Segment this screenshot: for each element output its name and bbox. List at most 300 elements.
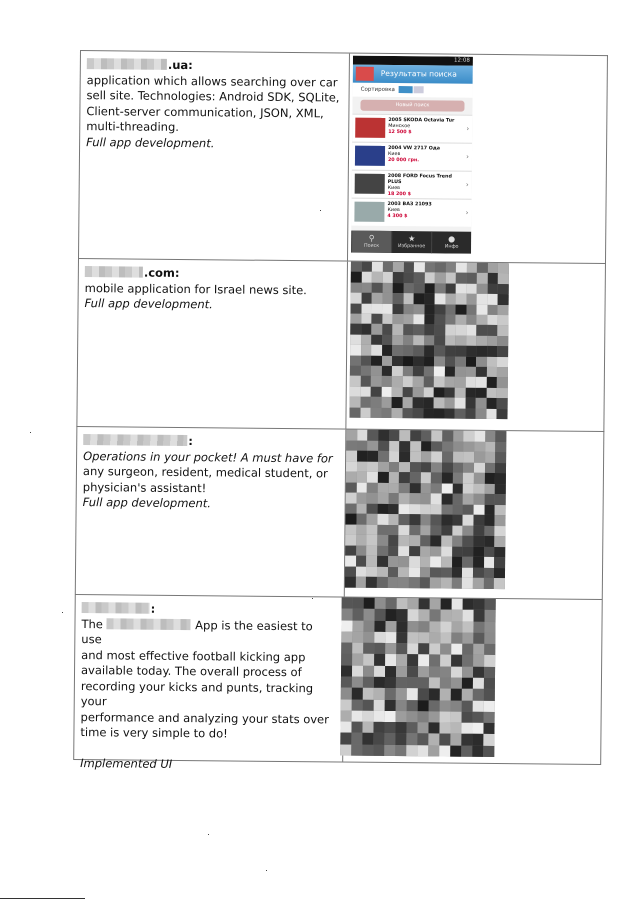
- mosaic-cell: [430, 567, 441, 578]
- mosaic-cell: [495, 473, 506, 484]
- mosaic-cell: [396, 677, 407, 688]
- sort-button[interactable]: [414, 86, 424, 93]
- mosaic-cell: [403, 325, 414, 336]
- mosaic-cell: [352, 620, 363, 631]
- mosaic-cell: [445, 367, 456, 378]
- mosaic-cell: [402, 397, 413, 408]
- description-line: mobile application for Israel news site.: [84, 280, 307, 297]
- mosaic-cell: [345, 535, 356, 546]
- mosaic-cell: [462, 655, 473, 666]
- mosaic-cell: [371, 407, 382, 417]
- mosaic-cell: [388, 493, 399, 504]
- mosaic-cell: [431, 462, 442, 473]
- car-list-item[interactable]: [351, 198, 471, 227]
- mosaic-cell: [341, 631, 352, 642]
- car-title: 2004 VW 2717 Ода: [388, 145, 440, 152]
- mosaic-cell: [363, 665, 374, 676]
- mosaic-cell: [484, 700, 495, 711]
- mosaic-cell: [341, 654, 352, 665]
- mosaic-cell: [441, 610, 452, 621]
- mosaic-cell: [373, 722, 384, 733]
- mosaic-cell: [357, 451, 368, 462]
- mosaic-cell: [402, 377, 413, 388]
- pixelated-screenshot: [349, 262, 508, 420]
- mosaic-cell: [435, 314, 446, 325]
- mosaic-cell: [372, 293, 383, 304]
- mosaic-cell: [385, 677, 396, 688]
- tab-search[interactable]: [351, 231, 391, 253]
- description-line: available today. The overall process of: [80, 663, 302, 680]
- mosaic-cell: [406, 745, 417, 756]
- mosaic-cell: [497, 367, 508, 378]
- mosaic-cell: [445, 294, 456, 305]
- car-list-item[interactable]: [352, 170, 472, 199]
- mosaic-cell: [378, 472, 389, 483]
- mosaic-cell: [374, 632, 385, 643]
- mosaic-cell: [351, 733, 362, 744]
- mosaic-cell: [473, 667, 484, 678]
- new-search-button[interactable]: Новый поиск: [360, 100, 464, 112]
- redacted-name: [83, 434, 187, 446]
- mosaic-cell: [410, 504, 421, 515]
- mosaic-cell: [403, 273, 414, 284]
- mosaic-cell: [388, 556, 399, 567]
- mosaic-cell: [389, 472, 400, 483]
- mosaic-cell: [434, 398, 445, 409]
- mosaic-cell: [497, 388, 508, 398]
- mosaic-cell: [385, 654, 396, 665]
- mosaic-cell: [374, 677, 385, 688]
- mosaic-cell: [485, 452, 496, 463]
- mosaic-cell: [341, 620, 352, 631]
- mosaic-cell: [425, 262, 436, 272]
- mosaic-cell: [473, 557, 484, 568]
- mosaic-cell: [463, 483, 474, 494]
- project-title: .com:: [143, 265, 180, 280]
- mosaic-cell: [413, 325, 424, 336]
- mosaic-cell: [410, 462, 421, 473]
- mosaic-cell: [435, 325, 446, 336]
- mosaic-cell: [463, 452, 474, 463]
- mosaic-cell: [465, 408, 476, 418]
- mosaic-cell: [352, 665, 363, 676]
- mosaic-cell: [440, 689, 451, 700]
- mosaic-cell: [431, 483, 442, 494]
- mosaic-cell: [397, 609, 408, 620]
- mosaic-cell: [414, 304, 425, 314]
- mosaic-cell: [385, 666, 396, 677]
- car-city: Киев: [387, 151, 401, 158]
- mosaic-cell: [372, 303, 383, 313]
- redacted-name: [82, 602, 150, 614]
- mosaic-cell: [356, 493, 367, 504]
- mosaic-cell: [498, 315, 509, 326]
- mosaic-cell: [418, 700, 429, 711]
- info-icon: ●: [448, 234, 456, 244]
- mosaic-cell: [396, 654, 407, 665]
- mosaic-cell: [351, 282, 362, 292]
- mosaic-cell: [371, 314, 382, 325]
- mosaic-cell: [413, 377, 424, 388]
- mosaic-cell: [374, 666, 385, 677]
- mosaic-cell: [440, 632, 451, 643]
- mosaic-cell: [349, 407, 360, 417]
- chevron-right-icon: ›: [466, 152, 470, 161]
- tab-info[interactable]: [431, 231, 471, 253]
- mosaic-cell: [488, 273, 499, 284]
- mosaic-cell: [403, 304, 414, 314]
- mosaic-cell: [360, 366, 371, 377]
- mosaic-cell: [435, 283, 446, 293]
- mosaic-cell: [381, 366, 392, 377]
- mosaic-cell: [378, 451, 389, 462]
- mosaic-cell: [407, 643, 418, 654]
- mosaic-cell: [474, 599, 485, 610]
- mosaic-cell: [463, 504, 474, 515]
- mosaic-cell: [466, 377, 477, 388]
- mosaic-cell: [431, 536, 442, 547]
- mosaic-cell: [452, 504, 463, 515]
- project-description: [80, 601, 336, 773]
- mosaic-cell: [495, 494, 506, 505]
- mosaic-cell: [474, 431, 485, 442]
- mosaic-cell: [435, 294, 446, 305]
- mosaic-cell: [452, 557, 463, 568]
- project-role: Full app development.: [84, 296, 213, 312]
- description-line: and most effective football kicking app: [81, 647, 306, 664]
- mosaic-cell: [453, 473, 464, 484]
- mosaic-cell: [494, 568, 505, 579]
- sort-button[interactable]: [399, 86, 413, 93]
- mosaic-cell: [431, 515, 442, 526]
- mosaic-cell: [371, 387, 382, 397]
- mosaic-cell: [434, 346, 445, 357]
- mosaic-cell: [381, 397, 392, 408]
- description-line: Client-server communication, JSON, XML,: [86, 103, 324, 120]
- car-city: Киев: [387, 185, 401, 192]
- mosaic-cell: [484, 655, 495, 666]
- mosaic-cell: [477, 315, 488, 326]
- car-price: 20 000 грн.: [387, 157, 420, 164]
- mosaic-cell: [356, 556, 367, 567]
- table-row: [78, 50, 608, 263]
- mosaic-cell: [352, 631, 363, 642]
- mosaic-cell: [420, 536, 431, 547]
- mosaic-cell: [495, 515, 506, 526]
- chevron-right-icon: ›: [466, 124, 470, 133]
- mosaic-cell: [341, 699, 352, 710]
- mosaic-cell: [474, 452, 485, 463]
- mosaic-cell: [442, 441, 453, 452]
- mosaic-cell: [417, 734, 428, 745]
- mosaic-cell: [346, 440, 357, 451]
- mosaic-cell: [462, 578, 473, 589]
- mosaic-cell: [487, 294, 498, 305]
- mosaic-cell: [403, 314, 414, 325]
- mosaic-cell: [361, 283, 372, 293]
- car-list-item[interactable]: [352, 142, 472, 171]
- mosaic-cell: [350, 355, 361, 365]
- chevron-right-icon: ›: [465, 180, 469, 189]
- mosaic-cell: [453, 441, 464, 452]
- mosaic-cell: [361, 293, 372, 304]
- mosaic-cell: [466, 346, 477, 357]
- mosaic-cell: [345, 577, 356, 588]
- mosaic-cell: [409, 567, 420, 578]
- mosaic-cell: [434, 408, 445, 418]
- mosaic-cell: [487, 377, 498, 388]
- mosaic-cell: [473, 633, 484, 644]
- mosaic-cell: [431, 504, 442, 515]
- mosaic-cell: [461, 745, 472, 756]
- mosaic-cell: [382, 356, 393, 366]
- mosaic-cell: [421, 451, 432, 462]
- car-info: [388, 146, 466, 165]
- mosaic-cell: [342, 598, 353, 609]
- mosaic-cell: [450, 723, 461, 734]
- mosaic-cell: [402, 387, 413, 397]
- mosaic-cell: [399, 493, 410, 504]
- mosaic-cell: [340, 733, 351, 744]
- app-screenshot: [351, 56, 473, 254]
- mosaic-cell: [442, 504, 453, 515]
- description-line: performance and analyzing your stats over: [80, 709, 329, 726]
- mosaic-cell: [342, 609, 353, 620]
- description-line: Operations in your pocket! A must have for: [83, 448, 333, 465]
- mosaic-cell: [473, 526, 484, 537]
- mosaic-cell: [408, 598, 419, 609]
- mosaic-cell: [452, 515, 463, 526]
- mosaic-cell: [374, 643, 385, 654]
- mosaic-cell: [477, 336, 488, 346]
- tab-label: Избранное: [397, 244, 426, 250]
- mosaic-cell: [494, 557, 505, 568]
- mosaic-cell: [377, 525, 388, 536]
- mosaic-cell: [498, 273, 509, 284]
- mosaic-cell: [367, 493, 378, 504]
- mosaic-cell: [392, 408, 403, 418]
- project-description: [83, 433, 338, 513]
- mosaic-cell: [497, 398, 508, 409]
- mosaic-cell: [409, 578, 420, 589]
- mosaic-cell: [393, 304, 404, 314]
- mosaic-cell: [484, 494, 495, 505]
- mosaic-cell: [429, 632, 440, 643]
- mosaic-cell: [446, 263, 457, 273]
- sort-bar: [353, 83, 473, 98]
- car-thumbnail: [355, 174, 385, 194]
- mosaic-cell: [395, 733, 406, 744]
- mosaic-cell: [363, 699, 374, 710]
- mosaic-cell: [413, 366, 424, 377]
- mosaic-cell: [484, 547, 495, 558]
- mosaic-cell: [441, 515, 452, 526]
- mosaic-cell: [357, 440, 368, 451]
- mosaic-cell: [350, 334, 361, 344]
- mosaic-cell: [413, 408, 424, 418]
- mosaic-cell: [409, 514, 420, 525]
- mosaic-cell: [350, 345, 361, 356]
- mosaic-cell: [451, 700, 462, 711]
- mosaic-cell: [435, 262, 446, 272]
- mosaic-cell: [441, 536, 452, 547]
- status-bar: 12:08: [353, 56, 473, 66]
- mosaic-cell: [484, 712, 495, 723]
- mosaic-cell: [452, 599, 463, 610]
- mosaic-cell: [418, 655, 429, 666]
- mosaic-cell: [477, 284, 488, 294]
- mosaic-cell: [463, 494, 474, 505]
- mosaic-cell: [487, 315, 498, 326]
- mosaic-cell: [462, 547, 473, 558]
- mosaic-cell: [456, 304, 467, 314]
- app-bar: [353, 65, 473, 84]
- mosaic-cell: [424, 325, 435, 336]
- mosaic-cell: [473, 568, 484, 579]
- redacted-name: [87, 58, 167, 70]
- mosaic-cell: [484, 621, 495, 632]
- mosaic-cell: [393, 314, 404, 325]
- mosaic-cell: [485, 462, 496, 473]
- mosaic-cell: [407, 666, 418, 677]
- mosaic-cell: [420, 493, 431, 504]
- mosaic-cell: [466, 356, 477, 366]
- mosaic-cell: [345, 524, 356, 535]
- mosaic-cell: [431, 441, 442, 452]
- mosaic-cell: [462, 689, 473, 700]
- sort-label: Сортировка: [360, 86, 395, 94]
- mosaic-cell: [398, 578, 409, 589]
- mosaic-cell: [467, 284, 478, 294]
- mosaic-cell: [463, 473, 474, 484]
- mosaic-cell: [351, 262, 362, 272]
- mosaic-cell: [409, 536, 420, 547]
- mosaic-cell: [440, 666, 451, 677]
- project-description: [86, 57, 341, 152]
- mosaic-cell: [362, 733, 373, 744]
- mosaic-cell: [384, 722, 395, 733]
- mosaic-cell: [407, 655, 418, 666]
- mosaic-cell: [353, 598, 364, 609]
- mosaic-cell: [424, 294, 435, 305]
- car-list-item[interactable]: [352, 114, 472, 143]
- mosaic-cell: [452, 568, 463, 579]
- mosaic-cell: [430, 557, 441, 568]
- project-title: :: [188, 434, 193, 449]
- project-role: Full app development.: [82, 495, 212, 511]
- mosaic-cell: [395, 722, 406, 733]
- mosaic-cell: [485, 441, 496, 452]
- mosaic-cell: [434, 377, 445, 388]
- mosaic-cell: [494, 547, 505, 558]
- mosaic-cell: [498, 325, 509, 336]
- mosaic-cell: [418, 689, 429, 700]
- mosaic-cell: [420, 483, 431, 494]
- mosaic-cell: [483, 723, 494, 734]
- mosaic-cell: [466, 367, 477, 378]
- app-bar-title: Результаты поиска: [380, 68, 457, 79]
- mosaic-cell: [382, 324, 393, 335]
- mosaic-cell: [462, 666, 473, 677]
- mosaic-cell: [451, 644, 462, 655]
- mosaic-cell: [455, 346, 466, 357]
- mosaic-cell: [484, 536, 495, 547]
- mosaic-cell: [462, 557, 473, 568]
- mosaic-cell: [430, 598, 441, 609]
- mosaic-cell: [368, 430, 379, 441]
- mosaic-cell: [385, 643, 396, 654]
- mosaic-cell: [399, 483, 410, 494]
- tab-favorites[interactable]: [391, 231, 431, 253]
- mosaic-cell: [352, 699, 363, 710]
- mosaic-cell: [453, 431, 464, 442]
- mosaic-cell: [346, 451, 357, 462]
- mosaic-cell: [377, 546, 388, 557]
- mosaic-cell: [440, 711, 451, 722]
- project-title: .ua:: [167, 57, 193, 73]
- mosaic-cell: [442, 430, 453, 441]
- description-line: multi-threading.: [86, 119, 180, 134]
- mosaic-cell: [363, 711, 374, 722]
- mosaic-cell: [399, 472, 410, 483]
- mosaic-cell: [377, 577, 388, 588]
- mosaic-cell: [367, 440, 378, 451]
- mosaic-cell: [483, 734, 494, 745]
- car-thumbnail: [355, 118, 385, 138]
- mosaic-cell: [462, 700, 473, 711]
- mosaic-cell: [476, 388, 487, 398]
- mosaic-cell: [418, 711, 429, 722]
- mosaic-cell: [423, 387, 434, 397]
- mosaic-cell: [340, 744, 351, 755]
- mosaic-cell: [360, 376, 371, 387]
- table-row: [76, 258, 606, 431]
- mosaic-cell: [399, 504, 410, 515]
- mosaic-cell: [400, 430, 411, 441]
- mosaic-cell: [484, 526, 495, 537]
- mosaic-cell: [476, 398, 487, 409]
- mosaic-cell: [444, 398, 455, 409]
- mosaic-cell: [473, 689, 484, 700]
- mosaic-cell: [497, 377, 508, 388]
- mosaic-cell: [372, 272, 383, 283]
- mosaic-cell: [445, 346, 456, 357]
- mosaic-cell: [385, 621, 396, 632]
- table-row: [73, 594, 603, 771]
- mosaic-cell: [403, 366, 414, 377]
- mosaic-cell: [476, 408, 487, 418]
- mosaic-cell: [389, 462, 400, 473]
- app-logo-icon: [356, 67, 374, 81]
- car-info: [388, 174, 466, 199]
- mosaic-cell: [346, 472, 357, 483]
- mosaic-cell: [418, 666, 429, 677]
- tab-label: Поиск: [363, 243, 380, 249]
- mosaic-cell: [398, 567, 409, 578]
- mosaic-cell: [420, 515, 431, 526]
- mosaic-cell: [356, 577, 367, 588]
- mosaic-cell: [345, 514, 356, 525]
- car-thumbnail: [355, 146, 385, 166]
- description-line: sell site. Technologies: Android SDK, SQLite,: [86, 88, 340, 105]
- mosaic-cell: [420, 557, 431, 568]
- mosaic-cell: [386, 598, 397, 609]
- mosaic-cell: [497, 409, 508, 419]
- car-list: [351, 114, 472, 227]
- mosaic-cell: [399, 462, 410, 473]
- mosaic-cell: [465, 398, 476, 409]
- mosaic-cell: [464, 431, 475, 442]
